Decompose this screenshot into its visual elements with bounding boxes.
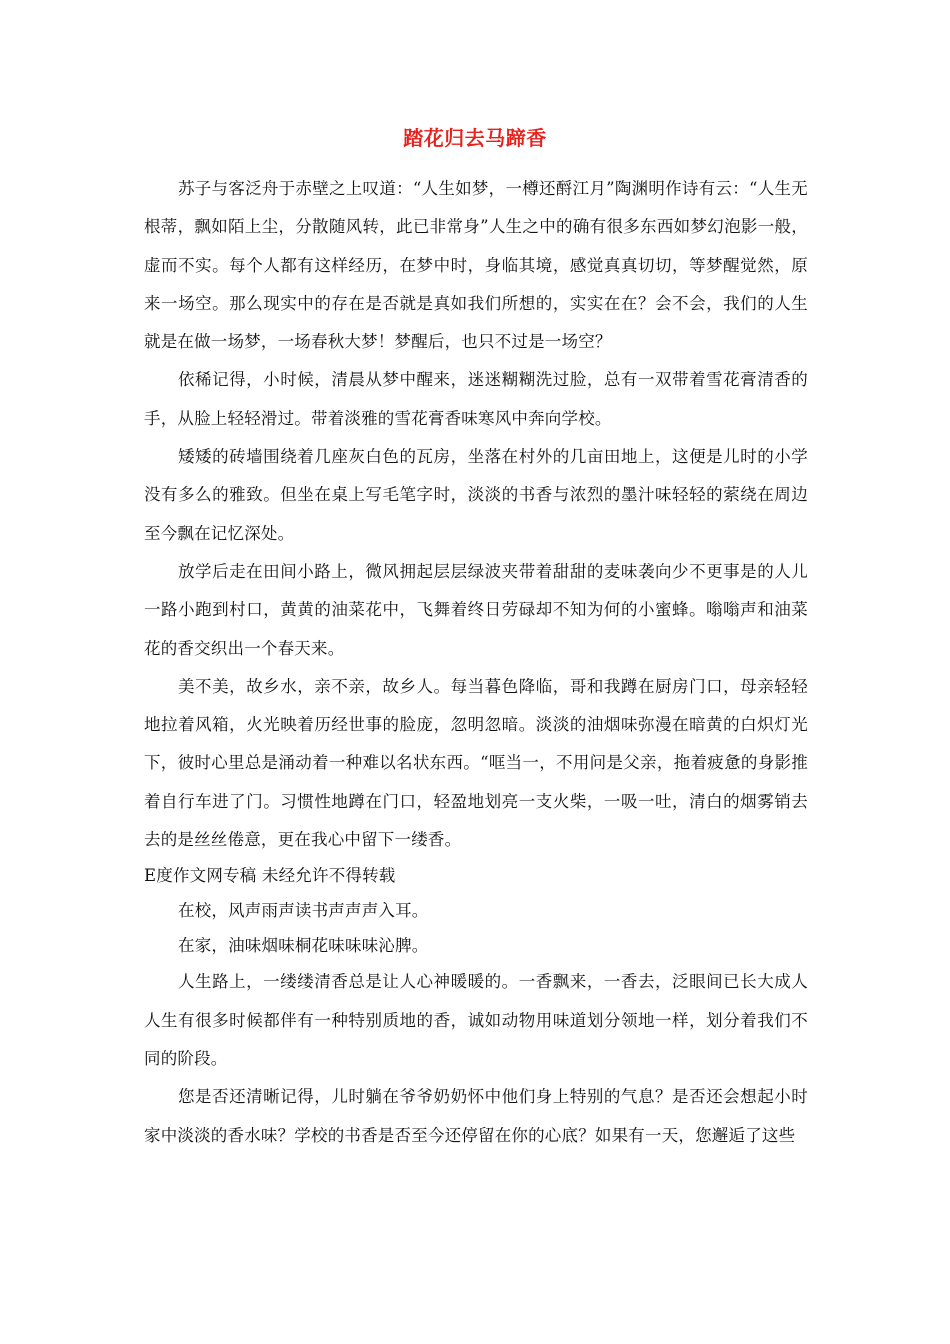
- article-title: 踏花归去马蹄香: [403, 126, 547, 150]
- paragraph: 在校，风声雨声读书声声声入耳。: [178, 901, 429, 921]
- paragraph: 矮矮的砖墙围绕着几座灰白色的瓦房，坐落在村外的几亩田地上，这便是儿时的小学没有多么的雅致。但坐在桌上写毛笔字时，淡淡的书香与浓烈的墨汁味轻轻的萦绕在周边至今飘在记忆深处。: [144, 447, 808, 543]
- paragraph: 人生路上，一缕缕清香总是让人心神暖暖的。一香飘来，一香去，泛眼间已长大成人人生有很多时候都伴有一种特别质地的香，诚如动物用味道划分领地一样，划分着我们不同的阶段。: [144, 972, 808, 1068]
- paragraph: 苏子与客泛舟于赤壁之上叹道：“人生如梦，一樽还酹江月”陶渊明作诗有云：“人生无根蒂，飘如陌上尘，分散随风转，此已非常身”人生之中的确有很多东西如梦幻泡影一般，虚而不实。每个人都有这样经历，在梦中时，身临其境，感觉真真切切，等梦醒觉然，原来一场空。那么现实中的存在是否就是真如我们所想的，实实在在？会不会，我们的人生就是在做一场梦，一场春秋大梦！梦醒后，也只不过是一场空？: [144, 179, 808, 352]
- paragraph: 依稀记得，小时候，清晨从梦中醒来，迷迷糊糊洗过脸，总有一双带着雪花膏清香的手，从脸上轻轻滑过。带着淡雅的雪花膏香味寒风中奔向学校。: [144, 370, 808, 428]
- copyright-notice: E度作文网专稿 未经允许不得转载: [144, 866, 396, 886]
- article-body: [144, 170, 808, 1155]
- paragraph: 美不美，故乡水，亲不亲，故乡人。每当暮色降临，哥和我蹲在厨房门口，母亲轻轻地拉着风箱，火光映着历经世事的脸庞，忽明忽暗。淡淡的油烟味弥漫在暗黄的白炽灯光下，彼时心里总是涌动着一种难以名状东西。“哐当一，不用问是父亲，拖着疲惫的身影推着自行车进了门。习惯性地蹲在门口，轻盈地划亮一支火柴，一吸一吐，清白的烟雾销去去的是丝丝倦意，更在我心中留下一缕香。: [144, 676, 808, 850]
- paragraph: 在家，油味烟味桐花味味味沁脾。: [178, 936, 429, 956]
- paragraph: 您是否还清晰记得，儿时躺在爷爷奶奶怀中他们身上特别的气息？是否还会想起小时家中淡淡的香水味？学校的书香是否至今还停留在你的心底？如果有一天，您邂逅了这些: [144, 1087, 808, 1145]
- paragraph: 放学后走在田间小路上，微风拥起层层绿波夹带着甜甜的麦味袭向少不更事是的人儿一路小跑到村口，黄黄的油菜花中，飞舞着终日劳碌却不知为何的小蜜蜂。嗡嗡声和油菜花的香交织出一个春天来。: [144, 561, 808, 658]
